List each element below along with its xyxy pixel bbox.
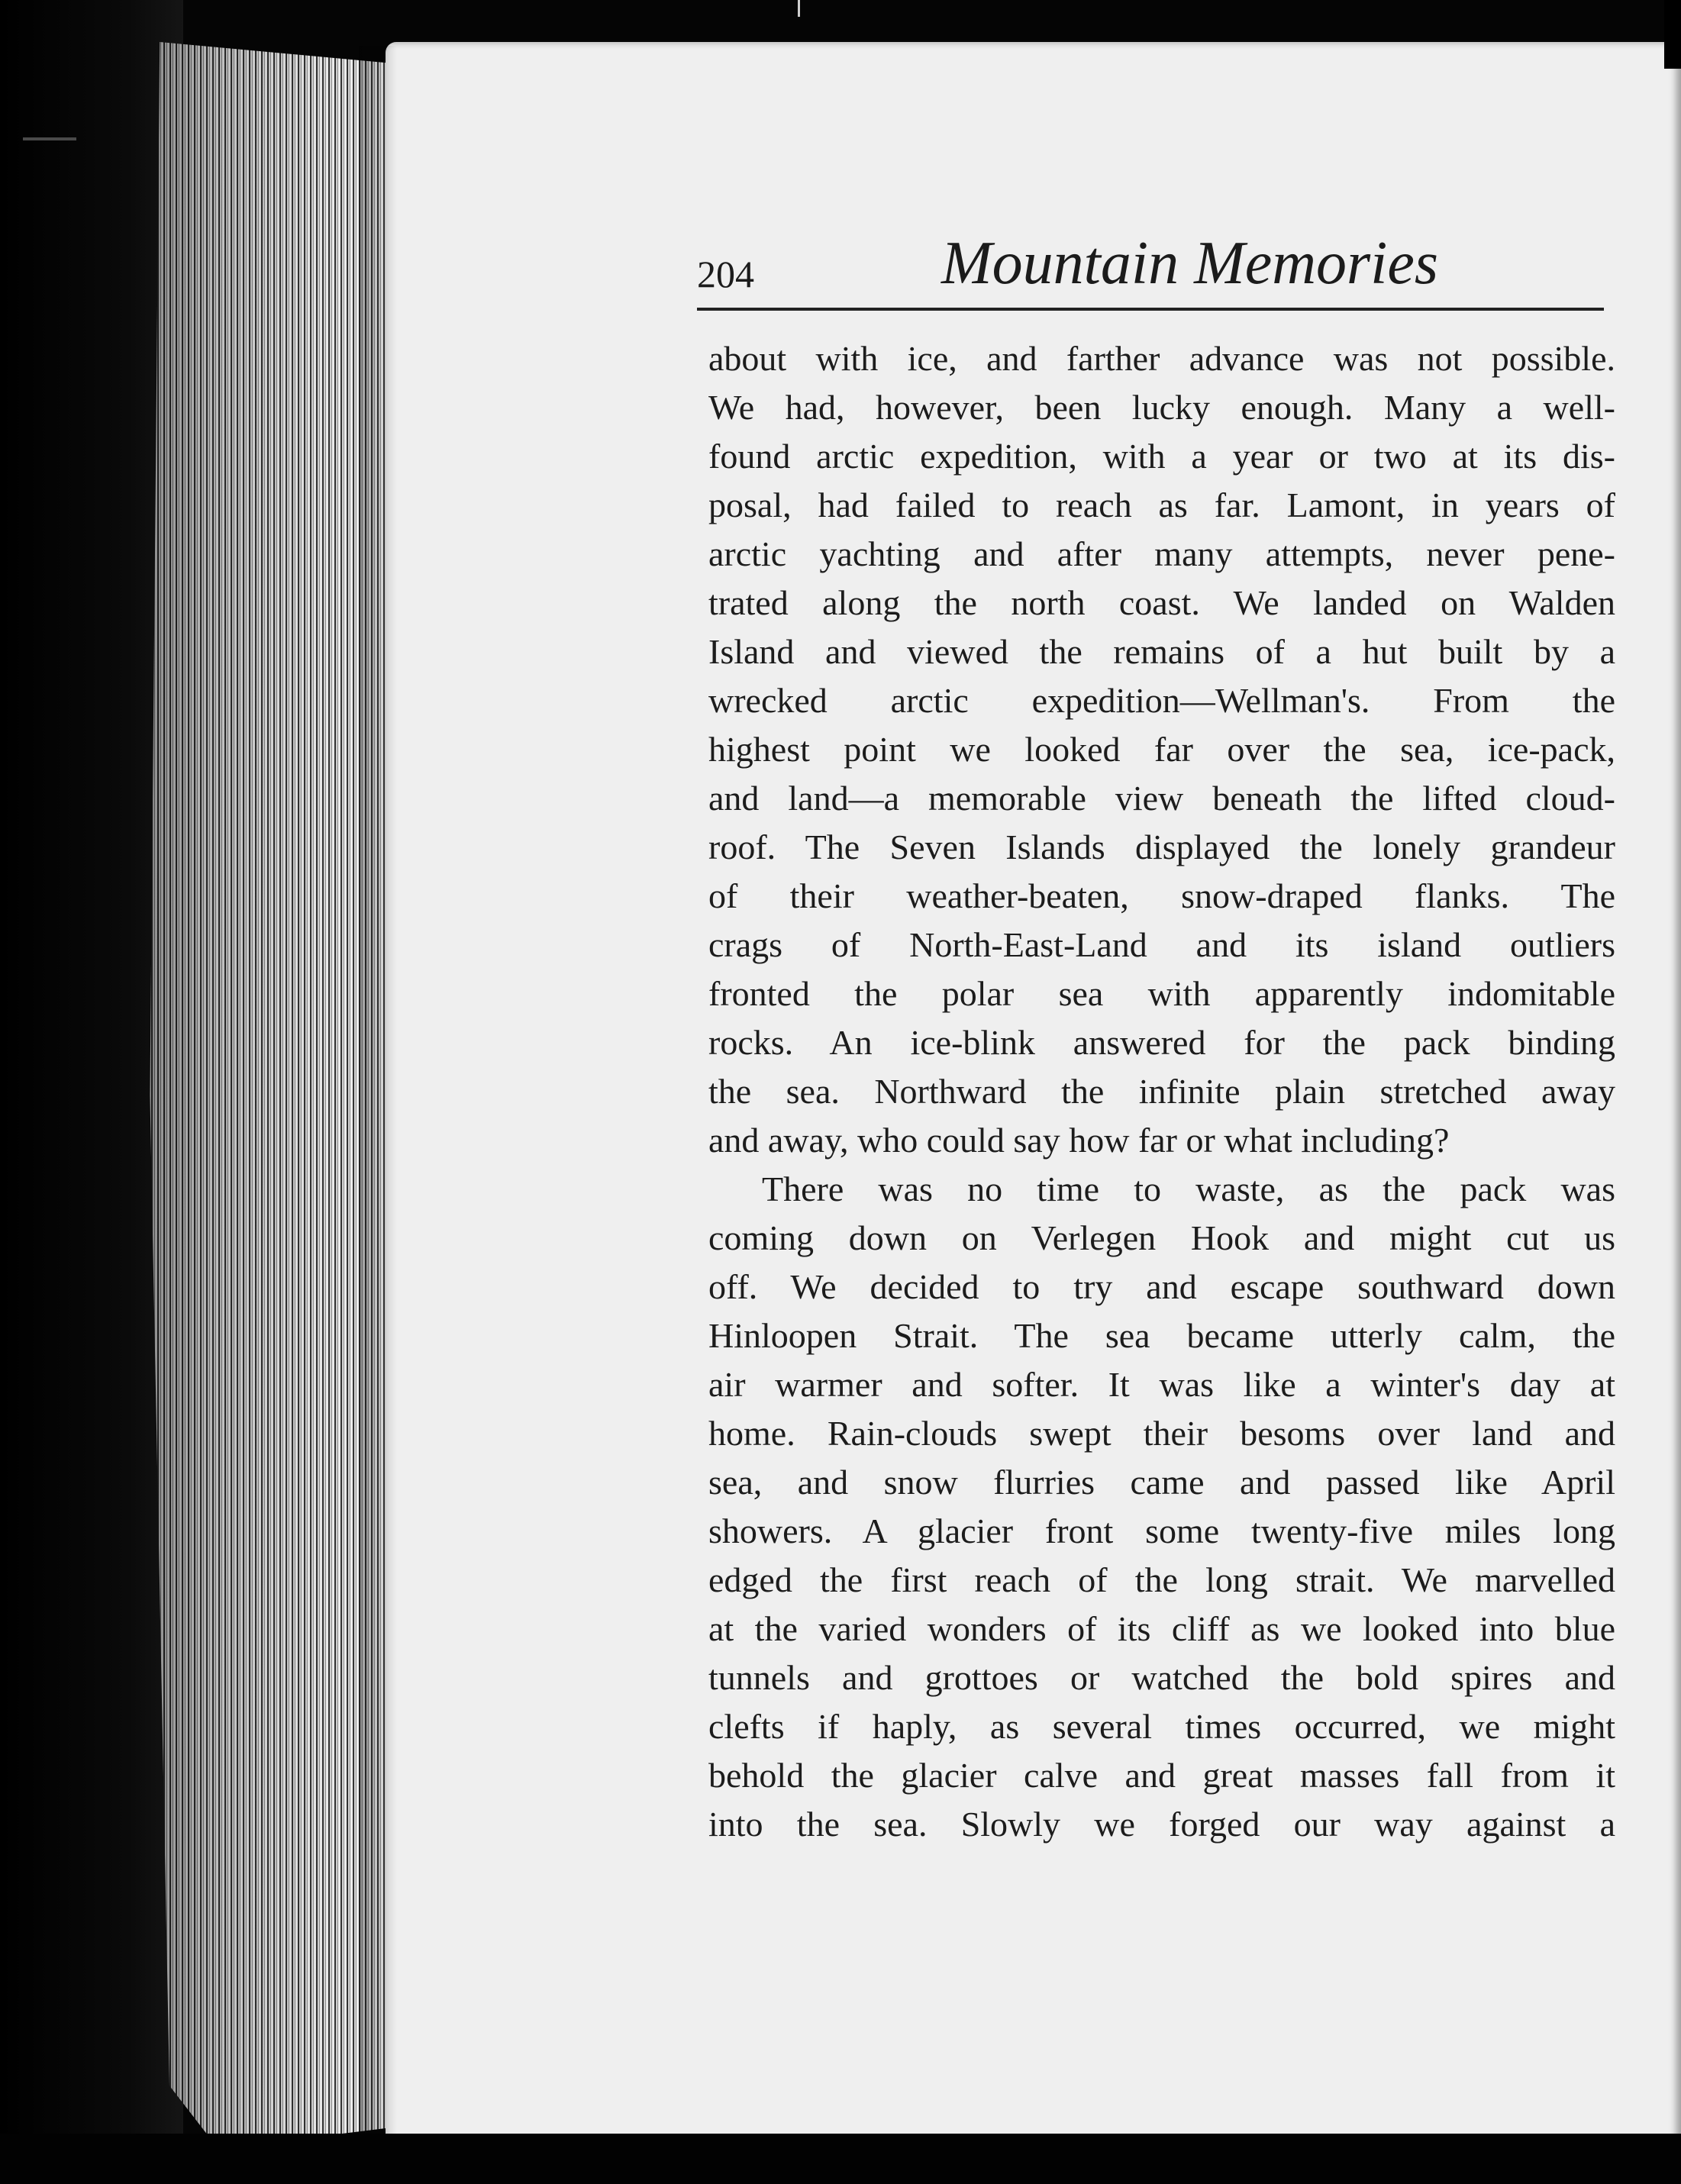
text-line: sea, and snow flurries came and passed like April — [708, 1463, 1615, 1502]
text-line: posal, had failed to reach as far. Lamont, in years of — [708, 486, 1615, 524]
text-line: We had, however, been lucky enough. Many a well- — [708, 388, 1615, 427]
header-rule — [697, 308, 1604, 311]
text-line: trated along the north coast. We landed on Walden — [708, 583, 1615, 622]
text-line: about with ice, and farther advance was not possible. — [708, 339, 1615, 378]
text-line: off. We decided to try and escape southward down — [708, 1267, 1615, 1306]
text-line: of their weather-beaten, snow-draped flanks. The — [708, 876, 1615, 915]
text-line: arctic yachting and after many attempts, never pene- — [708, 534, 1615, 573]
text-line: home. Rain-clouds swept their besoms over land and — [708, 1414, 1615, 1453]
running-title: Mountain Memories — [941, 230, 1439, 297]
text-line: Island and viewed the remains of a hut built by a — [708, 632, 1615, 671]
text-line: at the varied wonders of its cliff as we looked into blue — [708, 1609, 1615, 1648]
text-line: air warmer and softer. It was like a winter's day at — [708, 1365, 1615, 1404]
text-line: edged the first reach of the long strait. We marvelled — [708, 1560, 1615, 1599]
text-line: fronted the polar sea with apparently indomitable — [708, 974, 1615, 1013]
paragraph-1 — [708, 334, 1615, 1165]
right-edge-background — [1664, 0, 1681, 69]
body-text — [708, 334, 1615, 1849]
text-line: There was no time to waste, as the pack was — [762, 1169, 1615, 1208]
text-line: into the sea. Slowly we forged our way against a — [708, 1805, 1615, 1844]
text-line: clefts if haply, as several times occurred, we might — [708, 1707, 1615, 1746]
text-line: roof. The Seven Islands displayed the lonely grandeur — [708, 827, 1615, 866]
text-line: wrecked arctic expedition—Wellman's. From the — [708, 681, 1615, 720]
text-line: crags of North-East-Land and its island outliers — [708, 925, 1615, 964]
text-line: coming down on Verlegen Hook and might cut us — [708, 1218, 1615, 1257]
text-line: and land—a memorable view beneath the lifted cloud- — [708, 779, 1615, 818]
bottom-background — [0, 2134, 1681, 2184]
text-line: Hinloopen Strait. The sea became utterly calm, the — [708, 1316, 1615, 1355]
text-line: showers. A glacier front some twenty-five miles long — [708, 1511, 1615, 1550]
text-line: rocks. An ice-blink answered for the pack binding — [708, 1023, 1615, 1062]
text-line: and away, who could say how far or what including? — [708, 1121, 1450, 1160]
text-line: behold the glacier calve and great masses fall from it — [708, 1756, 1615, 1795]
text-line: the sea. Northward the infinite plain stretched away — [708, 1072, 1615, 1111]
running-header — [697, 229, 1604, 313]
edge-marks — [23, 137, 76, 153]
text-line: found arctic expedition, with a year or two at its dis- — [708, 437, 1615, 476]
page-edges — [145, 42, 389, 2149]
text-line: highest point we looked far over the sea, ice-pack, — [708, 730, 1615, 769]
spine-mark — [798, 0, 800, 17]
paragraph-2 — [708, 1165, 1615, 1849]
text-line: tunnels and grottoes or watched the bold spires and — [708, 1658, 1615, 1697]
page-number: 204 — [697, 253, 754, 295]
page-edge-shadow — [359, 46, 397, 2137]
